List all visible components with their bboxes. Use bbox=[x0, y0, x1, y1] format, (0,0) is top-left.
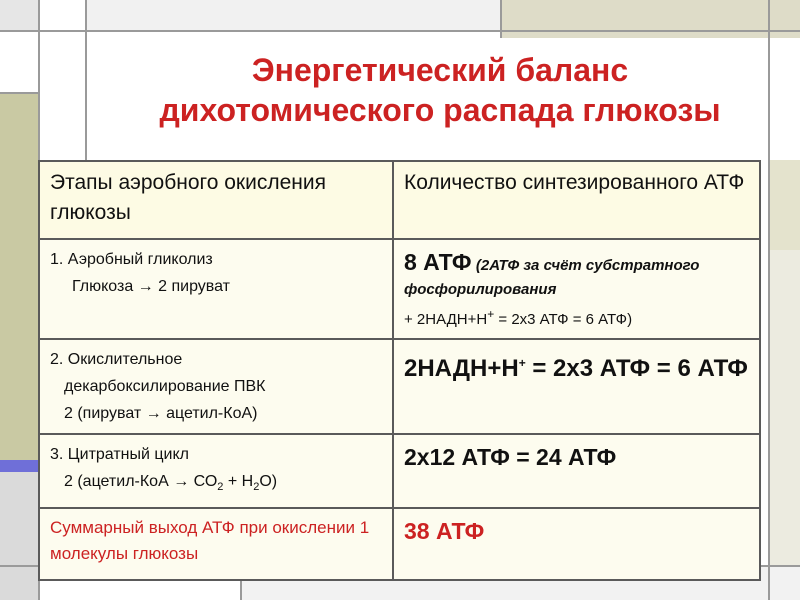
table-row bbox=[39, 239, 760, 339]
header-stages: Этапы аэробного окисления глюкозы bbox=[39, 161, 393, 239]
deco-block-left-olive bbox=[0, 92, 38, 460]
energy-balance-table bbox=[38, 160, 761, 581]
atp-note: (2АТФ за счёт субстратного фосфорилирования bbox=[404, 257, 700, 298]
deco-line bbox=[500, 0, 502, 38]
table-header-row bbox=[39, 161, 760, 239]
title-line-1: Энергетический баланс bbox=[251, 52, 629, 88]
atp-note-line2: + 2НАДН+Н+ = 2х3 АТФ = 6 АТФ) bbox=[404, 307, 633, 328]
stage-title: 2. Окислительное bbox=[50, 351, 183, 368]
table-row bbox=[39, 339, 760, 434]
stage-cell bbox=[39, 434, 393, 508]
atp-cell bbox=[393, 239, 760, 339]
title-line-2: дихотомического распада глюкозы bbox=[159, 92, 721, 128]
deco-block-left-gray bbox=[0, 460, 38, 600]
stage-cell bbox=[39, 339, 393, 434]
deco-line bbox=[0, 30, 800, 32]
table-row-total bbox=[39, 508, 760, 580]
header-atp-amount: Количество синтезированного АТФ bbox=[393, 161, 760, 239]
deco-block-topleft bbox=[0, 0, 38, 32]
atp-cell: 2х12 АТФ = 24 АТФ bbox=[393, 434, 760, 508]
stage-title: 3. Цитратный цикл bbox=[50, 446, 189, 463]
table-row bbox=[39, 434, 760, 508]
atp-amount: 8 АТФ bbox=[404, 249, 472, 275]
total-atp: 38 АТФ bbox=[393, 508, 760, 580]
total-label: Суммарный выход АТФ при окислении 1 молекулы глюкозы bbox=[39, 508, 393, 580]
stage-title: 1. Аэробный гликолиз bbox=[50, 251, 213, 268]
stage-detail: декарбоксилирование ПВК bbox=[64, 378, 266, 395]
deco-block-right-lower bbox=[768, 250, 800, 580]
deco-line bbox=[0, 92, 38, 94]
atp-cell bbox=[393, 339, 760, 434]
stage-detail: 2 (пируват → ацетил-КоА) bbox=[64, 405, 258, 422]
stage-cell bbox=[39, 239, 393, 339]
page-title bbox=[95, 50, 785, 130]
deco-bar-blue bbox=[0, 460, 38, 472]
deco-block-top-right bbox=[500, 0, 800, 38]
atp-amount: 2НАДН+Н+ = 2х3 АТФ = 6 АТФ bbox=[404, 355, 748, 382]
deco-block-right bbox=[768, 160, 800, 250]
stage-detail: 2 (ацетил-КоА → $СО_2 + Н_2О$) bbox=[64, 473, 278, 494]
stage-detail: Глюкоза → 2 пируват bbox=[72, 278, 230, 295]
deco-line bbox=[85, 0, 87, 160]
deco-block-top-light bbox=[85, 0, 500, 30]
